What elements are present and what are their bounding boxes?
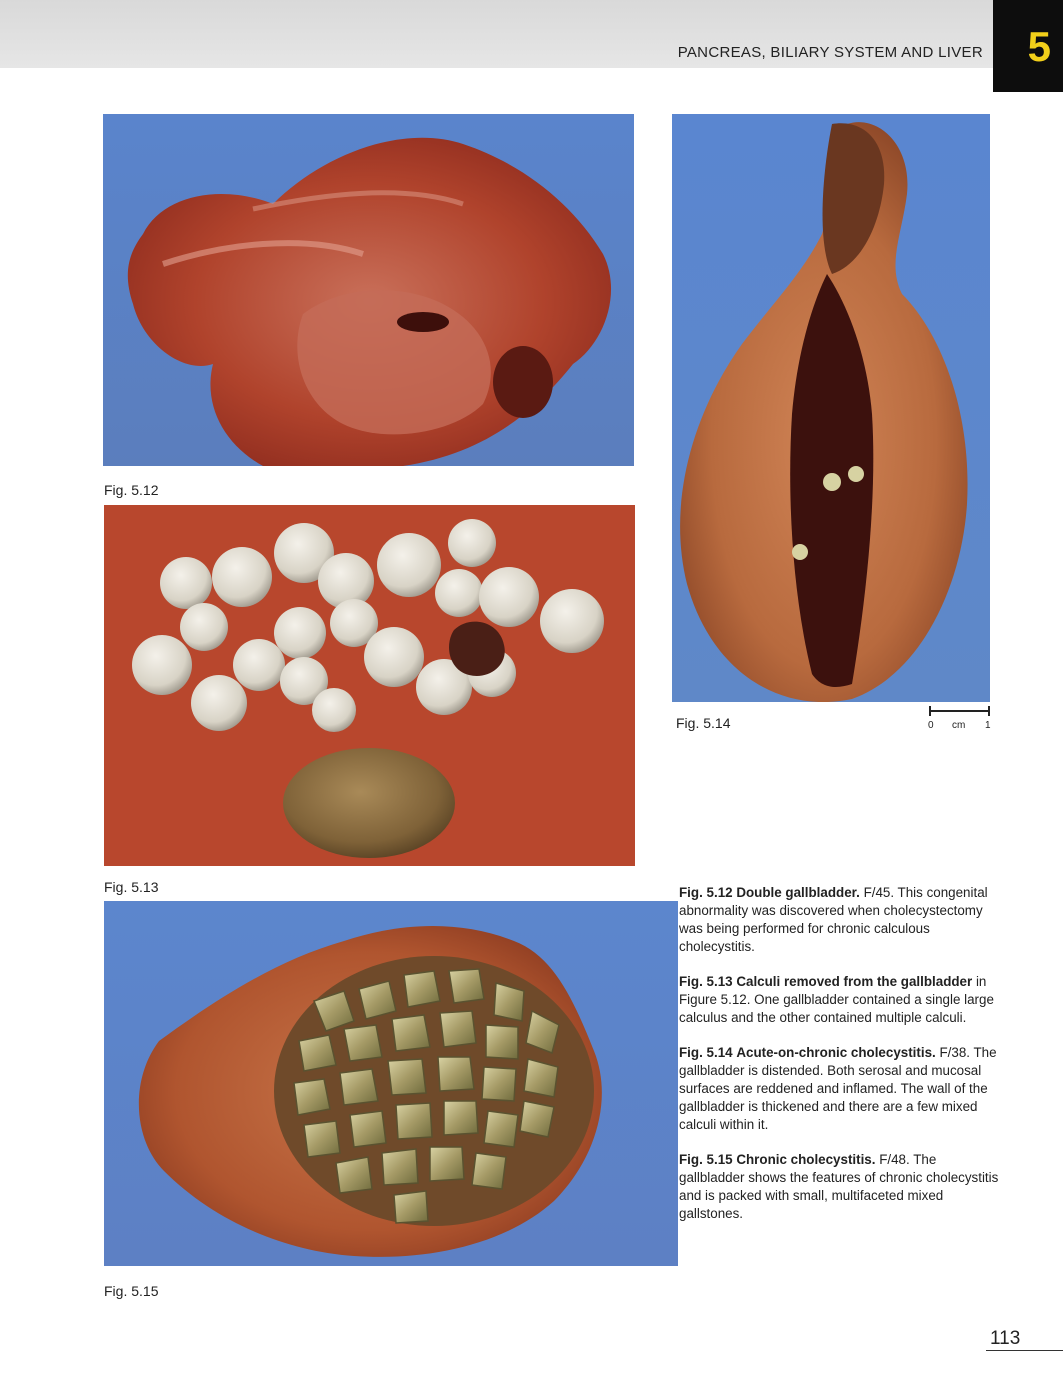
legend-5-12-text: F/45. This congenital abnormality was discovered when cholecystectomy was being performed for chronic calculous cholecystitis.: [679, 885, 988, 954]
scale-tick-end: [988, 706, 990, 716]
chapter-tab: [993, 0, 1063, 92]
figure-5-12-image: [103, 114, 634, 466]
legend-5-12-title: Double gallbladder.: [736, 885, 860, 900]
running-head: PANCREAS, BILIARY SYSTEM AND LIVER: [677, 44, 983, 61]
legend-5-13: [679, 973, 999, 1027]
scale-end-label: 1: [985, 720, 991, 731]
scale-bar: [928, 704, 990, 734]
legend-5-13-title: Calculi removed from the gallbladder: [736, 974, 973, 989]
figure-5-15-label: Fig. 5.15: [104, 1283, 159, 1299]
legend-5-13-text: in Figure 5.12. One gallbladder contained a single large calculus and the other contained multiple calculi.: [679, 974, 994, 1025]
scale-line: [930, 710, 990, 712]
figure-5-14-label: Fig. 5.14: [676, 715, 731, 731]
legend-5-14: [679, 1044, 999, 1134]
figure-5-14-image: [672, 114, 990, 702]
chapter-number: 5: [1027, 23, 1051, 70]
page-number: 113: [990, 1328, 1021, 1349]
legend-5-14-text: F/38. The gallbladder is distended. Both serosal and mucosal surfaces are reddened and inflamed. The wall of the gallbladder is thickened and there are a few mixed calculi within it.: [679, 1045, 997, 1132]
figure-5-13-label: Fig. 5.13: [104, 879, 159, 895]
legend-5-15: [679, 1151, 999, 1223]
legend-5-12-number: Fig. 5.12: [679, 885, 733, 900]
figure-5-13-image: [104, 505, 635, 866]
figure-5-15-image: [104, 901, 678, 1266]
page-number-rule: [986, 1350, 1063, 1351]
legend-5-14-title: Acute-on-chronic cholecystitis.: [736, 1045, 936, 1060]
legend-5-13-number: Fig. 5.13: [679, 974, 733, 989]
legend-5-15-number: Fig. 5.15: [679, 1152, 733, 1167]
legend-5-12: [679, 884, 999, 956]
legend-5-15-title: Chronic cholecystitis.: [736, 1152, 876, 1167]
figure-legends: [679, 884, 999, 1240]
scale-unit-label: cm: [952, 720, 966, 731]
scale-start-label: 0: [928, 720, 934, 731]
legend-5-14-number: Fig. 5.14: [679, 1045, 733, 1060]
figure-5-12-label: Fig. 5.12: [104, 482, 159, 498]
legend-5-15-text: F/48. The gallbladder shows the features of chronic cholecystitis and is packed with small, multifaceted mixed gallstones.: [679, 1152, 999, 1221]
